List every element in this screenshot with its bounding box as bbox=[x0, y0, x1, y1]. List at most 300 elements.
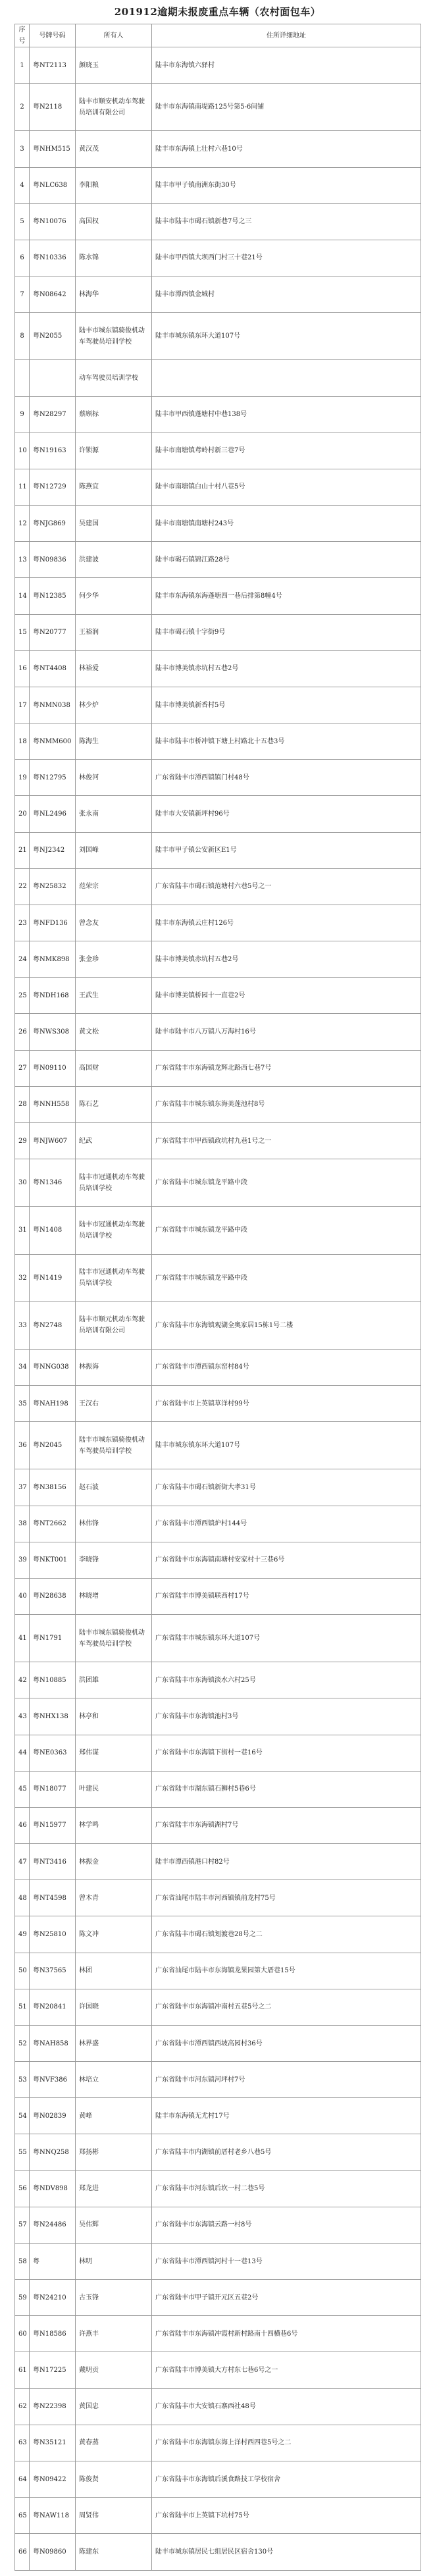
table-row bbox=[15, 131, 421, 167]
table-row bbox=[15, 2207, 421, 2243]
cell-plate: 粤NJ2342 bbox=[30, 832, 76, 868]
cell-address: 广东省陆丰市潭西镇西坡高园村36号 bbox=[152, 2025, 421, 2061]
cell-plate: 粤N09836 bbox=[30, 542, 76, 578]
cell-no: 32 bbox=[15, 1254, 30, 1301]
table-row bbox=[15, 2025, 421, 2061]
cell-plate: 粤N1408 bbox=[30, 1207, 76, 1254]
cell-no: 60 bbox=[15, 2316, 30, 2352]
table-row bbox=[15, 1698, 421, 1735]
cell-no: 61 bbox=[15, 2352, 30, 2388]
cell-no: 59 bbox=[15, 2280, 30, 2316]
cell-plate: 粤N09860 bbox=[30, 2534, 76, 2570]
table-row bbox=[15, 1207, 421, 1254]
cell-no: 31 bbox=[15, 1207, 30, 1254]
cell-owner: 何少华 bbox=[76, 578, 152, 614]
cell-no: 30 bbox=[15, 1159, 30, 1207]
table-row bbox=[15, 542, 421, 578]
cell-no: 29 bbox=[15, 1122, 30, 1159]
cell-owner: 陆丰市城东镇骑俊机动车驾驶员培训学校 bbox=[76, 1422, 152, 1469]
cell-address: 广东省陆丰市博美镇大方村东七巷6号之一 bbox=[152, 2352, 421, 2388]
cell-plate: 粤NFD136 bbox=[30, 905, 76, 941]
cell-plate: 粤N10336 bbox=[30, 240, 76, 276]
cell-owner: 林振金 bbox=[76, 1844, 152, 1880]
cell-address: 陆丰市陆丰市八万镇八万海村16号 bbox=[152, 1014, 421, 1050]
cell-address: 陆丰市东海镇六驿村 bbox=[152, 47, 421, 84]
cell-owner: 许燕丰 bbox=[76, 2316, 152, 2352]
cell-owner: 陆丰市顺安机动车驾驶员培训有限公司 bbox=[76, 84, 152, 131]
cell-plate: 粤NMM600 bbox=[30, 723, 76, 760]
table-row bbox=[15, 832, 421, 868]
vehicle-table bbox=[14, 24, 421, 2571]
cell-owner: 洪建波 bbox=[76, 542, 152, 578]
table-row bbox=[15, 868, 421, 905]
cell-plate: 粤NHX138 bbox=[30, 1698, 76, 1735]
cell-address: 陆丰市陆丰市碣石镇新巷7号之三 bbox=[152, 203, 421, 240]
cell-address: 广东省陆丰市博美镇联西村17号 bbox=[152, 1578, 421, 1614]
cell-no: 22 bbox=[15, 868, 30, 905]
table-row bbox=[15, 1086, 421, 1122]
table-row bbox=[15, 2098, 421, 2134]
cell-plate: 粤N25810 bbox=[30, 1916, 76, 1953]
cell-owner: 林培立 bbox=[76, 2062, 152, 2098]
cell-no: 46 bbox=[15, 1807, 30, 1843]
cell-plate: 粤N02839 bbox=[30, 2098, 76, 2134]
table-row bbox=[15, 2316, 421, 2352]
cell-address: 广东省汕尾市陆丰市河西镇镇前龙村75号 bbox=[152, 1880, 421, 1916]
cell-no: 62 bbox=[15, 2388, 30, 2425]
cell-address: 陆丰市碣石镇锦江路28号 bbox=[152, 542, 421, 578]
cell-no: 39 bbox=[15, 1542, 30, 1578]
table-row bbox=[15, 2062, 421, 2098]
cell-plate: 粤NE0363 bbox=[30, 1735, 76, 1771]
cell-plate: 粤N24210 bbox=[30, 2280, 76, 2316]
cell-address: 广东省陆丰市甲子镇开元区五巷2号 bbox=[152, 2280, 421, 2316]
cell-plate: 粤NHM515 bbox=[30, 131, 76, 167]
cell-address: 陆丰市甲子镇南洲东街30号 bbox=[152, 167, 421, 203]
cell-owner: 林振海 bbox=[76, 1349, 152, 1385]
header-owner: 所有人 bbox=[76, 24, 152, 47]
cell-no: 53 bbox=[15, 2062, 30, 2098]
table-row bbox=[15, 1615, 421, 1662]
cell-owner: 许国晓 bbox=[76, 1989, 152, 2025]
table-row bbox=[15, 614, 421, 650]
table-row bbox=[15, 1469, 421, 1506]
cell-no: 4 bbox=[15, 167, 30, 203]
cell-address: 广东省陆丰市城东镇龙平路中段 bbox=[152, 1207, 421, 1254]
cell-address: 陆丰市甲西镇蓬塘村中巷138号 bbox=[152, 396, 421, 433]
cell-address: 陆丰市南塘镇白山十村八巷5号 bbox=[152, 469, 421, 505]
cell-address: 广东省陆丰市潭西镇河村十一巷13号 bbox=[152, 2243, 421, 2279]
cell-no: 17 bbox=[15, 687, 30, 723]
cell-address: 广东省陆丰市河东镇后坎一村二巷5号 bbox=[152, 2170, 421, 2207]
cell-plate: 粤NDV898 bbox=[30, 2170, 76, 2207]
cell-no: 14 bbox=[15, 578, 30, 614]
cell-plate: 粤NT2662 bbox=[30, 1506, 76, 1542]
cell-plate: 粤N28297 bbox=[30, 396, 76, 433]
cell-address: 陆丰市东海镇东海蓬塘四一巷后排第8幢4号 bbox=[152, 578, 421, 614]
cell-address: 广东省陆丰市城东镇东环大道107号 bbox=[152, 1615, 421, 1662]
cell-address: 广东省陆丰市东海镇东海上洋村西四巷5号之二 bbox=[152, 2425, 421, 2461]
cell-address: 陆丰市潭西镇港口村82号 bbox=[152, 1844, 421, 1880]
table-body bbox=[15, 47, 421, 2571]
cell-plate: 粤N20777 bbox=[30, 614, 76, 650]
table-row bbox=[15, 2425, 421, 2461]
cell-plate: 粤N1346 bbox=[30, 1159, 76, 1207]
cell-owner: 黄文松 bbox=[76, 1014, 152, 1050]
header-plate: 号牌号码 bbox=[30, 24, 76, 47]
cell-address: 广东省陆丰市上英镇草洋村99号 bbox=[152, 1386, 421, 1422]
cell-no: 41 bbox=[15, 1615, 30, 1662]
cell-address: 陆丰市东海镇云庄村126号 bbox=[152, 905, 421, 941]
cell-address: 陆丰市南塘镇南塘村243号 bbox=[152, 506, 421, 542]
cell-plate: 粤N15977 bbox=[30, 1807, 76, 1843]
cell-address: 广东省陆丰市东海镇湖村7号 bbox=[152, 1807, 421, 1843]
cell-no: 56 bbox=[15, 2170, 30, 2207]
cell-no: 27 bbox=[15, 1050, 30, 1086]
cell-owner: 林俊河 bbox=[76, 760, 152, 796]
cell-address: 陆丰市博美镇新香村5号 bbox=[152, 687, 421, 723]
cell-owner: 张金珍 bbox=[76, 941, 152, 978]
cell-no: 50 bbox=[15, 1953, 30, 1989]
cell-address: 广东省陆丰市甲西镇政坑村九巷1号之一 bbox=[152, 1122, 421, 1159]
cell-address: 广东省陆丰市碣石镇新街大孝31号 bbox=[152, 1469, 421, 1506]
table-row bbox=[15, 2461, 421, 2498]
cell-owner: 范荣宗 bbox=[76, 868, 152, 905]
cell-plate: 粤N10885 bbox=[30, 1662, 76, 1698]
cell-owner: 林明 bbox=[76, 2243, 152, 2279]
table-row bbox=[15, 1844, 421, 1880]
cell-owner: 赵石波 bbox=[76, 1469, 152, 1506]
cell-no: 36 bbox=[15, 1422, 30, 1469]
cell-no: 6 bbox=[15, 240, 30, 276]
cell-owner: 王汉右 bbox=[76, 1386, 152, 1422]
cell-address: 广东省陆丰市上英镇下坑村75号 bbox=[152, 2498, 421, 2534]
table-row bbox=[15, 1301, 421, 1349]
cell-owner: 林界盛 bbox=[76, 2025, 152, 2061]
cell-address: 陆丰市潭西镇金城村 bbox=[152, 276, 421, 313]
cell-owner: 李晓锋 bbox=[76, 1542, 152, 1578]
cell-address: 广东省陆丰市东海镇池村3号 bbox=[152, 1698, 421, 1735]
table-row bbox=[15, 941, 421, 978]
table-row bbox=[15, 1989, 421, 2025]
cell-no: 63 bbox=[15, 2425, 30, 2461]
cell-plate: 粤N1419 bbox=[30, 1254, 76, 1301]
cell-address: 陆丰市南塘镇鸢岭村新三巷7号 bbox=[152, 433, 421, 469]
cell-address: 广东省汕尾市陆丰市东海镇龙果园第大厝巷15号 bbox=[152, 1953, 421, 1989]
cell-owner: 林伟锋 bbox=[76, 1506, 152, 1542]
cell-no: 65 bbox=[15, 2498, 30, 2534]
cell-owner: 陈海生 bbox=[76, 723, 152, 760]
cell-plate: 粤N2055 bbox=[30, 313, 76, 360]
cell-plate: 粤NT3416 bbox=[30, 1844, 76, 1880]
cell-owner: 林团 bbox=[76, 1953, 152, 1989]
table-row bbox=[15, 905, 421, 941]
table-row bbox=[15, 760, 421, 796]
table-row bbox=[15, 1506, 421, 1542]
cell-owner: 纪武 bbox=[76, 1122, 152, 1159]
cell-owner: 许锁源 bbox=[76, 433, 152, 469]
cell-owner: 陈燕宜 bbox=[76, 469, 152, 505]
cell-plate: 粤N37565 bbox=[30, 1953, 76, 1989]
cell-owner: 陆丰市冠通机动车驾驶员培训学校 bbox=[76, 1254, 152, 1301]
cell-owner: 王武生 bbox=[76, 978, 152, 1014]
cell-owner: 刘国峰 bbox=[76, 832, 152, 868]
cell-no: 51 bbox=[15, 1989, 30, 2025]
cell-owner: 林晓增 bbox=[76, 1578, 152, 1614]
cell-plate: 粤NVF386 bbox=[30, 2062, 76, 2098]
table-row bbox=[15, 1662, 421, 1698]
cell-plate: 粤NJW607 bbox=[30, 1122, 76, 1159]
cell-no: 55 bbox=[15, 2134, 30, 2170]
cell-owner: 动车驾驶员培训学校 bbox=[76, 360, 152, 396]
cell-address: 广东省陆丰市大安镇石寨西社48号 bbox=[152, 2388, 421, 2425]
table-row bbox=[15, 2534, 421, 2570]
cell-no: 37 bbox=[15, 1469, 30, 1506]
cell-no: 57 bbox=[15, 2207, 30, 2243]
cell-no: 42 bbox=[15, 1662, 30, 1698]
cell-owner: 林亭和 bbox=[76, 1698, 152, 1735]
cell-plate: 粤N12385 bbox=[30, 578, 76, 614]
cell-address: 广东省陆丰市东海镇后溪食路技工学校宿舍 bbox=[152, 2461, 421, 2498]
cell-plate: 粤N09422 bbox=[30, 2461, 76, 2498]
cell-plate: 粤N2118 bbox=[30, 84, 76, 131]
cell-plate: 粤NNH558 bbox=[30, 1086, 76, 1122]
cell-owner: 张永南 bbox=[76, 796, 152, 832]
table-row bbox=[15, 469, 421, 505]
cell-no: 18 bbox=[15, 723, 30, 760]
cell-no: 40 bbox=[15, 1578, 30, 1614]
cell-address: 陆丰市甲子镇公安新区E1号 bbox=[152, 832, 421, 868]
table-row bbox=[15, 1542, 421, 1578]
cell-address: 广东省陆丰市碣石镇划渡巷28号之二 bbox=[152, 1916, 421, 1953]
cell-address: 陆丰市陆丰市桥冲镇下塘上村路北十五巷3号 bbox=[152, 723, 421, 760]
cell-no: 5 bbox=[15, 203, 30, 240]
header-no: 序号 bbox=[15, 24, 30, 47]
cell-owner: 颜晓玉 bbox=[76, 47, 152, 84]
cell-no: 1 bbox=[15, 47, 30, 84]
table-row bbox=[15, 578, 421, 614]
table-row bbox=[15, 1254, 421, 1301]
cell-plate: 粤 bbox=[30, 2243, 76, 2279]
cell-owner: 洪团雄 bbox=[76, 1662, 152, 1698]
cell-address: 陆丰市博美镇桥园十一直巷2号 bbox=[152, 978, 421, 1014]
cell-plate: 粤N10076 bbox=[30, 203, 76, 240]
cell-address: 广东省陆丰市城东镇龙平路中段 bbox=[152, 1254, 421, 1301]
cell-plate: 粤N28638 bbox=[30, 1578, 76, 1614]
table-row bbox=[15, 1386, 421, 1422]
table-row bbox=[15, 723, 421, 760]
cell-no: 9 bbox=[15, 396, 30, 433]
cell-address: 广东省陆丰市东海镇龙辉北路西七巷7号 bbox=[152, 1050, 421, 1086]
cell-plate: 粤N08642 bbox=[30, 276, 76, 313]
cell-plate: 粤N18586 bbox=[30, 2316, 76, 2352]
table-row bbox=[15, 433, 421, 469]
cell-no: 11 bbox=[15, 469, 30, 505]
cell-no: 24 bbox=[15, 941, 30, 978]
cell-address bbox=[152, 360, 421, 396]
cell-address: 广东省陆丰市东海镇淡水六村25号 bbox=[152, 1662, 421, 1698]
cell-address: 广东省陆丰市城东镇东海美莲池村8号 bbox=[152, 1086, 421, 1122]
cell-no: 38 bbox=[15, 1506, 30, 1542]
cell-plate: 粤NJG869 bbox=[30, 506, 76, 542]
cell-plate: 粤NLC638 bbox=[30, 167, 76, 203]
cell-owner: 黄汉茂 bbox=[76, 131, 152, 167]
cell-plate: 粤N2045 bbox=[30, 1422, 76, 1469]
cell-plate bbox=[30, 360, 76, 396]
cell-address: 广东省陆丰市湖东镇石狮村5巷6号 bbox=[152, 1771, 421, 1807]
cell-plate: 粤NDH168 bbox=[30, 978, 76, 1014]
table-row bbox=[15, 84, 421, 131]
cell-address: 陆丰市博美镇赤坑村五巷2号 bbox=[152, 650, 421, 687]
table-row bbox=[15, 240, 421, 276]
cell-plate: 粤NL2496 bbox=[30, 796, 76, 832]
cell-address: 广东省陆丰市东海镇冲南村五巷5号之二 bbox=[152, 1989, 421, 2025]
cell-address: 陆丰市东海镇无尤村17号 bbox=[152, 2098, 421, 2134]
cell-plate: 粤N1791 bbox=[30, 1615, 76, 1662]
cell-plate: 粤N19163 bbox=[30, 433, 76, 469]
cell-no: 20 bbox=[15, 796, 30, 832]
cell-address: 陆丰市城东镇东环大道107号 bbox=[152, 1422, 421, 1469]
cell-owner: 陈文冲 bbox=[76, 1916, 152, 1953]
cell-plate: 粤N17225 bbox=[30, 2352, 76, 2388]
cell-no: 25 bbox=[15, 978, 30, 1014]
cell-owner: 林学鸣 bbox=[76, 1807, 152, 1843]
cell-plate: 粤NMK898 bbox=[30, 941, 76, 978]
table-row bbox=[15, 1349, 421, 1385]
cell-no: 49 bbox=[15, 1916, 30, 1953]
cell-no: 12 bbox=[15, 506, 30, 542]
cell-plate: 粤N24486 bbox=[30, 2207, 76, 2243]
table-row bbox=[15, 1122, 421, 1159]
cell-no: 54 bbox=[15, 2098, 30, 2134]
cell-owner: 陈水锦 bbox=[76, 240, 152, 276]
cell-owner: 郑龙进 bbox=[76, 2170, 152, 2207]
cell-no: 10 bbox=[15, 433, 30, 469]
cell-address: 陆丰市城东镇东环大道107号 bbox=[152, 313, 421, 360]
cell-owner: 吴建国 bbox=[76, 506, 152, 542]
table-row bbox=[15, 1807, 421, 1843]
cell-address: 陆丰市东海镇南堤路125号第5-6间铺 bbox=[152, 84, 421, 131]
cell-address: 广东省陆丰市东海镇云路一村8号 bbox=[152, 2207, 421, 2243]
cell-plate: 粤NAH198 bbox=[30, 1386, 76, 1422]
cell-address: 广东省陆丰市东海镇南塘村安家村十三巷6号 bbox=[152, 1542, 421, 1578]
cell-no: 21 bbox=[15, 832, 30, 868]
table-row bbox=[15, 313, 421, 360]
cell-owner: 叶建民 bbox=[76, 1771, 152, 1807]
cell-owner: 王裕润 bbox=[76, 614, 152, 650]
table-row bbox=[15, 47, 421, 84]
cell-address: 广东省陆丰市东海镇观湖全奥家居15栋1号二楼 bbox=[152, 1301, 421, 1349]
cell-plate: 粤NAW118 bbox=[30, 2498, 76, 2534]
cell-owner: 陈建东 bbox=[76, 2534, 152, 2570]
table-row bbox=[15, 2280, 421, 2316]
cell-plate: 粤N35121 bbox=[30, 2425, 76, 2461]
table-row bbox=[15, 796, 421, 832]
cell-no bbox=[15, 360, 30, 396]
cell-no: 19 bbox=[15, 760, 30, 796]
cell-plate: 粤N2748 bbox=[30, 1301, 76, 1349]
cell-owner: 古玉锋 bbox=[76, 2280, 152, 2316]
cell-no: 48 bbox=[15, 1880, 30, 1916]
cell-owner: 吴伟辉 bbox=[76, 2207, 152, 2243]
cell-plate: 粤N09110 bbox=[30, 1050, 76, 1086]
cell-plate: 粤NT2113 bbox=[30, 47, 76, 84]
cell-no: 2 bbox=[15, 84, 30, 131]
cell-plate: 粤N20841 bbox=[30, 1989, 76, 2025]
table-row bbox=[15, 2352, 421, 2388]
cell-address: 陆丰市城东镇居民七组居民区宿舍130号 bbox=[152, 2534, 421, 2570]
cell-address: 广东省陆丰市碣石镇范塘村六巷5号之一 bbox=[152, 868, 421, 905]
table-row bbox=[15, 1953, 421, 1989]
cell-owner: 林海华 bbox=[76, 276, 152, 313]
table-row bbox=[15, 506, 421, 542]
cell-owner: 李阳粮 bbox=[76, 167, 152, 203]
cell-owner: 高国权 bbox=[76, 203, 152, 240]
cell-address: 广东省陆丰市东海镇下街村一巷16号 bbox=[152, 1735, 421, 1771]
cell-owner: 陆丰市城东镇骑俊机动车驾驶员培训学校 bbox=[76, 1615, 152, 1662]
cell-address: 广东省陆丰市东海镇冲霞村新村路南十四横巷6号 bbox=[152, 2316, 421, 2352]
cell-no: 66 bbox=[15, 2534, 30, 2570]
cell-address: 广东省陆丰市内湖镇前厝村老乡八巷5号 bbox=[152, 2134, 421, 2170]
table-row bbox=[15, 1771, 421, 1807]
cell-no: 3 bbox=[15, 131, 30, 167]
cell-plate: 粤NKT001 bbox=[30, 1542, 76, 1578]
cell-address: 广东省陆丰市城东镇龙平路中段 bbox=[152, 1159, 421, 1207]
cell-plate: 粤N12729 bbox=[30, 469, 76, 505]
cell-no: 34 bbox=[15, 1349, 30, 1385]
cell-no: 7 bbox=[15, 276, 30, 313]
table-row bbox=[15, 2170, 421, 2207]
cell-no: 16 bbox=[15, 650, 30, 687]
cell-plate: 粤N18077 bbox=[30, 1771, 76, 1807]
table-row bbox=[15, 167, 421, 203]
cell-plate: 粤N12795 bbox=[30, 760, 76, 796]
cell-owner: 戴明贡 bbox=[76, 2352, 152, 2388]
cell-plate: 粤NAH858 bbox=[30, 2025, 76, 2061]
table-row bbox=[15, 687, 421, 723]
cell-address: 陆丰市甲西镇大坝西门村三十巷21号 bbox=[152, 240, 421, 276]
cell-owner: 陈石艺 bbox=[76, 1086, 152, 1122]
cell-no: 15 bbox=[15, 614, 30, 650]
cell-owner: 黄春蒸 bbox=[76, 2425, 152, 2461]
cell-plate: 粤N38156 bbox=[30, 1469, 76, 1506]
cell-no: 44 bbox=[15, 1735, 30, 1771]
cell-no: 52 bbox=[15, 2025, 30, 2061]
cell-no: 58 bbox=[15, 2243, 30, 2279]
cell-owner: 陆丰市顺元机动车驾驶员培训有限公司 bbox=[76, 1301, 152, 1349]
table-row bbox=[15, 1880, 421, 1916]
document-title: 201912逾期未报废重点车辆（农村面包车） bbox=[114, 6, 321, 18]
cell-address: 陆丰市碣石镇十字街9号 bbox=[152, 614, 421, 650]
table-row bbox=[15, 1422, 421, 1469]
cell-no: 8 bbox=[15, 313, 30, 360]
cell-owner: 曾念友 bbox=[76, 905, 152, 941]
table-row bbox=[15, 2388, 421, 2425]
table-row bbox=[15, 1159, 421, 1207]
cell-plate: 粤NWS308 bbox=[30, 1014, 76, 1050]
cell-plate: 粤NT4408 bbox=[30, 650, 76, 687]
cell-owner: 郑扬彬 bbox=[76, 2134, 152, 2170]
cell-owner: 黄峰 bbox=[76, 2098, 152, 2134]
cell-owner: 曾木青 bbox=[76, 1880, 152, 1916]
cell-owner: 黄国忠 bbox=[76, 2388, 152, 2425]
table-row bbox=[15, 203, 421, 240]
cell-address: 广东省陆丰市潭西镇炉村144号 bbox=[152, 1506, 421, 1542]
cell-address: 陆丰市东海镇上壮村六巷10号 bbox=[152, 131, 421, 167]
cell-address: 广东省陆丰市潭西镇东窑村84号 bbox=[152, 1349, 421, 1385]
cell-owner: 林裕爱 bbox=[76, 650, 152, 687]
cell-no: 47 bbox=[15, 1844, 30, 1880]
